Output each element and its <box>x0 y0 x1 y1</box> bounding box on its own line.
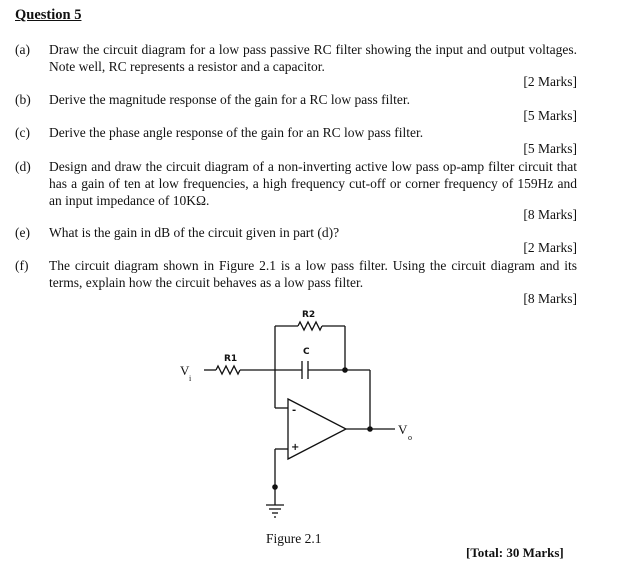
r2-label: R2 <box>302 310 316 320</box>
op-amp-minus-label: - <box>292 405 297 416</box>
r1-resistor <box>216 366 240 374</box>
question-d-text: Design and draw the circuit diagram of a non-inverting active low pass op-amp filter circuit that has a gain of ten at low frequencies, a high frequency cut-off or corner frequency of 159Hz and an input impedance of 10KΩ. <box>49 159 577 208</box>
question-f-marks: [8 Marks] <box>523 291 577 306</box>
question-b-marks: [5 Marks] <box>523 108 577 123</box>
question-a-label: (a) <box>15 42 30 57</box>
question-f-label: (f) <box>15 258 29 273</box>
question-a-text: Draw the circuit diagram for a low pass passive RC filter showing the input and output voltages. Note well, RC represents a resistor and a capacitor. <box>49 42 577 74</box>
question-e-marks: [2 Marks] <box>523 240 577 255</box>
figure-caption: Figure 2.1 <box>266 531 322 546</box>
vout-subscript: o <box>408 433 412 442</box>
c-label: C <box>303 347 310 357</box>
vin-subscript: i <box>189 374 192 383</box>
question-c-marks: [5 Marks] <box>523 141 577 156</box>
vout-label: V <box>398 422 408 437</box>
r2-resistor <box>298 322 322 330</box>
question-b-text: Derive the magnitude response of the gain for a RC low pass filter. <box>49 92 411 107</box>
question-heading: Question 5 <box>15 7 82 23</box>
vin-label: V <box>180 363 190 378</box>
op-amp-plus-label: + <box>291 442 300 453</box>
question-f-text: The circuit diagram shown in Figure 2.1 is a low pass filter. Using the circuit diagram and its terms, explain how the circuit behaves as a low pass filter. <box>49 258 577 290</box>
question-d-label: (d) <box>15 159 31 174</box>
question-b-label: (b) <box>15 92 31 107</box>
total-marks: [Total: 30 Marks] <box>466 545 564 560</box>
ground-icon <box>266 505 284 517</box>
question-e-text: What is the gain in dB of the circuit given in part (d)? <box>49 225 340 240</box>
question-c-text: Derive the phase angle response of the gain for an RC low pass filter. <box>49 125 424 140</box>
output-junction-dot <box>367 426 373 432</box>
question-e-label: (e) <box>15 225 30 240</box>
question-c-label: (c) <box>15 125 30 140</box>
ground-junction-dot <box>272 484 278 490</box>
question-d-marks: [8 Marks] <box>523 207 577 222</box>
feedback-junction-dot <box>342 367 348 373</box>
question-a-marks: [2 Marks] <box>523 74 577 89</box>
r1-label: R1 <box>224 354 238 364</box>
